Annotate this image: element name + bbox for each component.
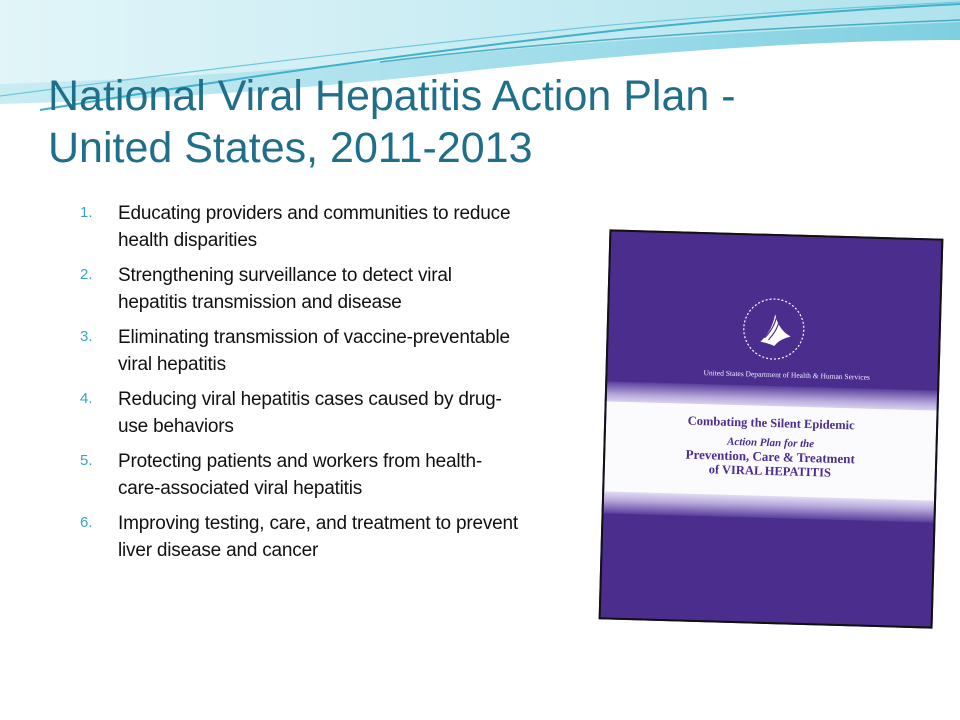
list-item-text-line2: care-associated viral hepatitis xyxy=(118,478,363,499)
slide-title-line1: National Viral Hepatitis Action Plan - xyxy=(48,72,736,120)
list-item-text-line1: Eliminating transmission of vaccine-preventable xyxy=(118,327,510,348)
list-item xyxy=(80,324,595,378)
list-item-text-line1: Strengthening surveillance to detect viral xyxy=(118,265,452,286)
list-item xyxy=(80,448,595,502)
list-item-text-line2: use behaviors xyxy=(118,416,234,437)
list-item-number: 4. xyxy=(80,390,93,407)
list-item-text-line2: liver disease and cancer xyxy=(118,540,319,561)
list-item-number: 6. xyxy=(80,514,93,531)
list-item-text-line1: Reducing viral hepatitis cases caused by drug- xyxy=(118,389,502,410)
list-item-number: 5. xyxy=(80,452,93,469)
list-item-text-line1: Improving testing, care, and treatment to prevent xyxy=(118,513,518,534)
list-item xyxy=(80,510,595,564)
list-item xyxy=(80,386,595,440)
list-item-text-line1: Protecting patients and workers from health- xyxy=(118,451,482,472)
cover-title-block xyxy=(605,411,937,483)
list-item-text-line1: Educating providers and communities to reduce xyxy=(118,203,511,224)
list-item-text-line2: hepatitis transmission and disease xyxy=(118,292,402,313)
list-item-number: 1. xyxy=(80,204,93,221)
hhs-seal-icon xyxy=(738,293,810,365)
goals-list xyxy=(80,200,595,572)
report-cover-image xyxy=(598,228,936,630)
list-item-text-line2: health disparities xyxy=(118,230,257,251)
report-cover xyxy=(599,229,944,628)
list-item xyxy=(80,200,595,254)
cover-title-line1: Prevention, Care & Treatment xyxy=(685,446,856,467)
list-item xyxy=(80,262,595,316)
slide-title-line2: United States, 2011-2013 xyxy=(48,124,533,172)
list-item-number: 3. xyxy=(80,328,93,345)
cover-department: United States Department of Health & Human Services xyxy=(703,368,871,382)
list-item-number: 2. xyxy=(80,266,93,283)
cover-subheading: Action Plan for the xyxy=(726,435,815,451)
cover-title-line2: of VIRAL HEPATITIS xyxy=(708,462,832,480)
cover-heading: Combating the Silent Epidemic xyxy=(687,413,855,433)
slide-title xyxy=(48,70,928,174)
list-item-text-line2: viral hepatitis xyxy=(118,354,226,375)
